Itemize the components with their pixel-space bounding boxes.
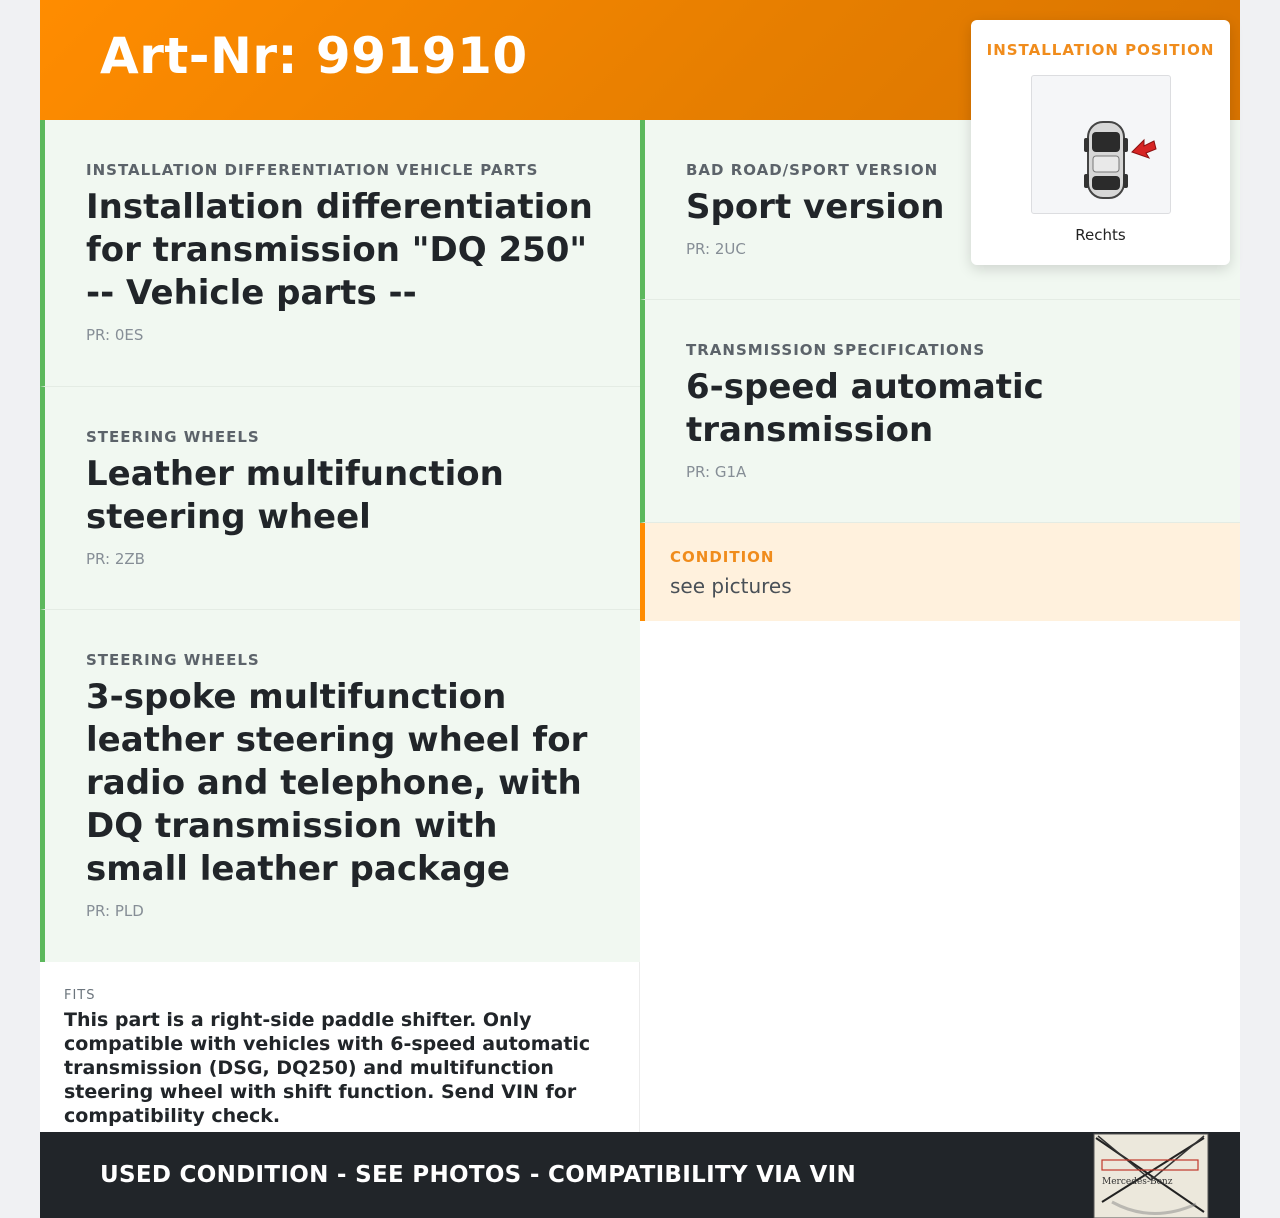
pr-code: PR: 2ZB <box>86 550 145 568</box>
feature-block <box>640 300 1240 523</box>
feature-category: STEERING WHEELS <box>86 428 260 446</box>
footer-tagline: USED CONDITION - SEE PHOTOS - COMPATIBILITY VIA VIN <box>100 1162 857 1188</box>
pr-code: PR: PLD <box>86 902 144 920</box>
feature-title: Leather multifunction steering wheel <box>86 454 504 537</box>
car-top-view-right-arrow-icon <box>1031 75 1171 214</box>
feature-block <box>40 610 640 963</box>
vehicle-registration-document-stamp-icon <box>1092 1132 1210 1218</box>
feature-category: STEERING WHEELS <box>86 651 260 669</box>
article-number-title: Art-Nr: 991910 <box>100 27 528 85</box>
condition-value: see pictures <box>670 574 792 598</box>
feature-title: 3-spoke multifunction leather steering wheel for radio and telephone, with DQ transmission with small leather package <box>86 677 588 889</box>
pr-code: PR: 2UC <box>686 240 746 258</box>
footer-banner <box>40 1132 1240 1218</box>
feature-category: TRANSMISSION SPECIFICATIONS <box>686 341 986 359</box>
feature-category: BAD ROAD/SPORT VERSION <box>686 161 939 179</box>
feature-title: Installation differentiation for transmission "DQ 250" -- Vehicle parts -- <box>86 187 593 313</box>
pr-code: PR: G1A <box>686 463 747 481</box>
product-sheet <box>40 0 1240 1218</box>
feature-block <box>40 120 640 387</box>
fits-description: This part is a right-side paddle shifter. Only compatible with vehicles with 6-speed automatic transmission (DSG, DQ250) and multifunction steering wheel with shift function. Send VIN for compatibility check. <box>64 1009 591 1127</box>
feature-category: INSTALLATION DIFFERENTIATION VEHICLE PARTS <box>86 161 539 179</box>
condition-label: CONDITION <box>670 548 775 566</box>
installation-position-value: Rechts <box>1075 226 1126 244</box>
feature-title: Sport version <box>686 187 945 227</box>
feature-title: 6-speed automatic transmission <box>686 367 1044 450</box>
left-column <box>40 120 640 963</box>
installation-position-title: INSTALLATION POSITION <box>986 41 1215 59</box>
condition-block <box>640 523 1240 621</box>
installation-position-card <box>971 20 1230 265</box>
pr-code: PR: 0ES <box>86 326 144 344</box>
feature-block <box>40 387 640 610</box>
fits-block <box>40 962 640 1132</box>
fits-label: FITS <box>64 988 96 1003</box>
seal-text: Mercedes-Benz <box>1102 1177 1173 1187</box>
